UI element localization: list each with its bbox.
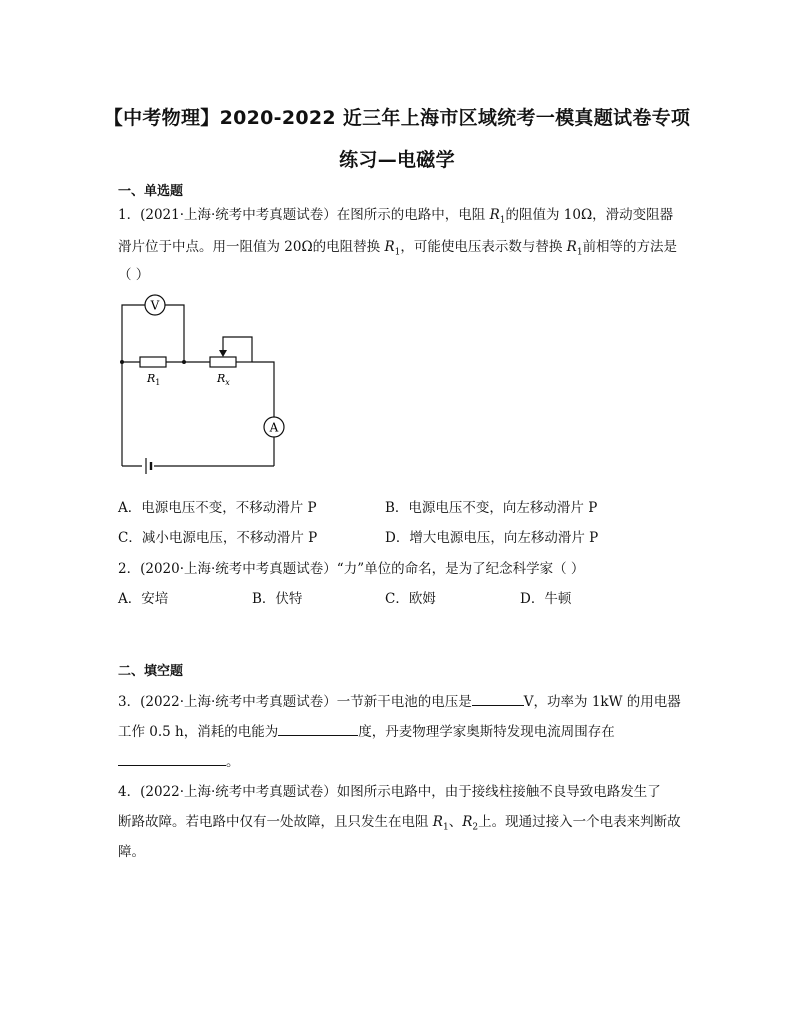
section-heading-single-choice: 一、单选题 (118, 184, 184, 199)
q2-option-c[interactable]: C．欧姆 (385, 591, 436, 607)
title-line-2: 练习—电磁学 (339, 149, 455, 171)
voltmeter-label: V (150, 298, 160, 313)
q1-text: 1．(2021·上海·统考中考真题试卷）在图所示的电路中，电阻 (118, 207, 490, 223)
answer-blank[interactable] (472, 692, 524, 706)
junction-dot (182, 360, 186, 364)
q4-text: 、 (448, 814, 463, 830)
answer-blank[interactable] (278, 722, 358, 736)
q3-text: 度，丹麦物理学家奥斯特发现电流周围存在 (358, 724, 615, 740)
title-line-1: 【中考物理】2020-2022 近三年上海市区域统考一模真题试卷专项 (103, 107, 691, 129)
q1-text: ，可能使电压表示数与替换 (400, 239, 567, 255)
q3-line-2 (118, 720, 615, 740)
q3-line-3 (118, 750, 240, 770)
q4-line-3: 障。 (118, 844, 145, 860)
q2-text: 2．(2020·上海·统考中考真题试卷）“力”单位的命名，是为了纪念科学家（ ） (118, 561, 585, 577)
q1-option-b[interactable]: B．电源电压不变，向左移动滑片 P (385, 500, 598, 516)
q3-text: 。 (226, 754, 240, 770)
r-subscript: 1 (576, 247, 583, 258)
q3-text: 工作 0.5 h，消耗的电能为 (118, 724, 279, 740)
q4-text: 上。现通过接入一个电表来判断故 (478, 814, 681, 830)
q1-option-c[interactable]: C．减小电源电压，不移动滑片 P (118, 530, 318, 546)
r-symbol: R (384, 239, 395, 255)
answer-blank[interactable] (118, 752, 226, 766)
q3-line-1 (118, 690, 681, 710)
rx-label: $R_x$ (217, 372, 230, 387)
r1-label: $R_1$ (147, 372, 161, 387)
r-symbol: R (566, 239, 577, 255)
q4-text: 断路故障。若电路中仅有一处故障，且只发生在电阻 (118, 814, 433, 830)
q1-option-d[interactable]: D．增大电源电压，向左移动滑片 P (385, 530, 599, 546)
ammeter-label: A (269, 420, 279, 435)
q3-text: V，功率为 1kW 的用电器 (523, 694, 681, 710)
q3-text: 3．(2022·上海·统考中考真题试卷）一节新干电池的电压是 (118, 694, 472, 710)
junction-dot (120, 360, 124, 364)
circuit-diagram (110, 288, 290, 478)
resistor-r1 (140, 357, 166, 367)
q4-line-2 (118, 810, 681, 833)
q2-option-d[interactable]: D．牛顿 (520, 591, 572, 607)
rheostat-rx (210, 357, 236, 367)
r-subscript: 1 (394, 247, 401, 258)
q1-option-a[interactable]: A．电源电压不变，不移动滑片 P (118, 500, 317, 516)
q4-line-1: 4．(2022·上海·统考中考真题试卷）如图所示电路中，由于接线柱接触不良导致电路发生了 (118, 784, 661, 800)
r-symbol: R (489, 207, 500, 223)
slider-arrow (219, 350, 227, 357)
r-subscript: 1 (499, 215, 506, 226)
q1-text: 滑片位于中点。用一阻值为 20Ω的电阻替换 (118, 239, 385, 255)
section-heading-fill-blank: 二、填空题 (118, 664, 184, 679)
q1-text: 前相等的方法是 (582, 239, 678, 255)
r-symbol: R (432, 814, 443, 830)
q1-line-3: （ ） (118, 267, 150, 283)
q1-text: 的阻值为 10Ω，滑动变阻器 (505, 207, 674, 223)
q2-option-a[interactable]: A．安培 (118, 591, 169, 607)
q1-line-2 (118, 235, 677, 258)
r-symbol: R (462, 814, 473, 830)
q1-line-1 (118, 203, 673, 226)
q2-option-b[interactable]: B．伏特 (252, 591, 303, 607)
r-subscript: 2 (472, 822, 479, 833)
r-subscript: 1 (442, 822, 449, 833)
